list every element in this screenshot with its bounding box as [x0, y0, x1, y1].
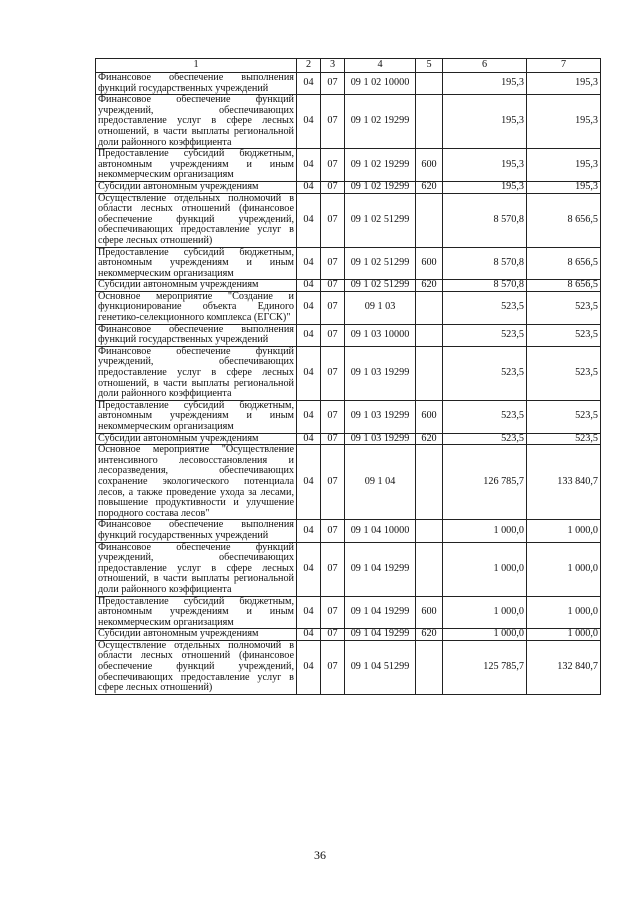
amount-col6-cell: 195,3 — [443, 73, 527, 95]
table-row — [96, 433, 601, 445]
table-row — [96, 629, 601, 641]
amount-col7-cell: 1 000,0 — [527, 629, 601, 641]
expense-type-cell — [416, 324, 443, 346]
subsection-code-cell: 07 — [321, 346, 345, 400]
item-name-cell: Осуществление отдельных полномочий в области лесных отношений (финансовое обеспечение функций учреждений, обеспечивающих предоставление услуг в сфере лесных отношений) — [96, 640, 297, 694]
subsection-code-cell: 07 — [321, 640, 345, 694]
item-name-cell: Финансовое обеспечение функций учреждений, обеспечивающих предоставление услуг в сфере лесных отношений, в части выплаты региональной доли районного коэффициента — [96, 542, 297, 596]
target-article-cell: 09 1 04 19299 — [345, 542, 416, 596]
table-row — [96, 520, 601, 542]
amount-col7-cell: 8 656,5 — [527, 193, 601, 247]
item-name-cell: Предоставление субсидий бюджетным, автономным учреждениям и иным некоммерческим организациям — [96, 596, 297, 629]
header-cell: 6 — [443, 59, 527, 73]
item-name-cell: Основное мероприятие "Создание и функционирование объекта Единого генетико-селекционного комплекса (ЕГСК)" — [96, 291, 297, 324]
expense-type-cell — [416, 640, 443, 694]
table-row — [96, 596, 601, 629]
amount-col6-cell: 125 785,7 — [443, 640, 527, 694]
item-name-cell: Финансовое обеспечение функций учреждений, обеспечивающих предоставление услуг в сфере лесных отношений, в части выплаты региональной доли районного коэффициента — [96, 95, 297, 149]
item-name-cell: Финансовое обеспечение выполнения функций государственных учреждений — [96, 324, 297, 346]
subsection-code-cell: 07 — [321, 400, 345, 433]
target-article-cell: 09 1 03 10000 — [345, 324, 416, 346]
target-article-cell: 09 1 02 19299 — [345, 149, 416, 182]
section-code-cell: 04 — [297, 95, 321, 149]
expense-type-cell — [416, 542, 443, 596]
subsection-code-cell: 07 — [321, 629, 345, 641]
item-name-cell: Финансовое обеспечение функций учреждений, обеспечивающих предоставление услуг в сфере лесных отношений, в части выплаты региональной доли районного коэффициента — [96, 346, 297, 400]
budget-table — [95, 58, 601, 695]
amount-col6-cell: 8 570,8 — [443, 247, 527, 280]
section-code-cell: 04 — [297, 542, 321, 596]
item-name-cell: Основное мероприятие "Осуществление интенсивного лесовосстановления и лесоразведения, обеспечивающих сохранение экологического потенциала лесов, а также проведение ухода за лесами, повышение продуктивности и улучшение породного состава лесов" — [96, 445, 297, 520]
table-row — [96, 542, 601, 596]
header-cell: 2 — [297, 59, 321, 73]
section-code-cell: 04 — [297, 324, 321, 346]
amount-col7-cell: 1 000,0 — [527, 520, 601, 542]
section-code-cell: 04 — [297, 433, 321, 445]
target-article-cell: 09 1 02 51299 — [345, 193, 416, 247]
amount-col6-cell: 8 570,8 — [443, 193, 527, 247]
header-cell: 7 — [527, 59, 601, 73]
amount-col7-cell: 8 656,5 — [527, 280, 601, 292]
section-code-cell: 04 — [297, 629, 321, 641]
amount-col7-cell: 195,3 — [527, 181, 601, 193]
target-article-cell: 09 1 03 19299 — [345, 346, 416, 400]
amount-col7-cell: 523,5 — [527, 433, 601, 445]
item-name-cell: Предоставление субсидий бюджетным, автономным учреждениям и иным некоммерческим организациям — [96, 247, 297, 280]
target-article-cell: 09 1 02 10000 — [345, 73, 416, 95]
header-cell: 5 — [416, 59, 443, 73]
amount-col6-cell: 195,3 — [443, 149, 527, 182]
section-code-cell: 04 — [297, 291, 321, 324]
expense-type-cell — [416, 95, 443, 149]
item-name-cell: Предоставление субсидий бюджетным, автономным учреждениям и иным некоммерческим организациям — [96, 400, 297, 433]
expense-type-cell — [416, 73, 443, 95]
amount-col6-cell: 1 000,0 — [443, 596, 527, 629]
amount-col6-cell: 523,5 — [443, 324, 527, 346]
amount-col6-cell: 523,5 — [443, 433, 527, 445]
item-name-cell: Субсидии автономным учреждениям — [96, 181, 297, 193]
expense-type-cell — [416, 291, 443, 324]
section-code-cell: 04 — [297, 181, 321, 193]
section-code-cell: 04 — [297, 596, 321, 629]
subsection-code-cell: 07 — [321, 95, 345, 149]
table-row — [96, 247, 601, 280]
amount-col7-cell: 523,5 — [527, 346, 601, 400]
section-code-cell: 04 — [297, 400, 321, 433]
amount-col7-cell: 1 000,0 — [527, 542, 601, 596]
section-code-cell: 04 — [297, 640, 321, 694]
expense-type-cell: 600 — [416, 149, 443, 182]
target-article-cell: 09 1 02 19299 — [345, 181, 416, 193]
item-name-cell: Финансовое обеспечение выполнения функций государственных учреждений — [96, 520, 297, 542]
section-code-cell: 04 — [297, 73, 321, 95]
item-name-cell: Предоставление субсидий бюджетным, автономным учреждениям и иным некоммерческим организациям — [96, 149, 297, 182]
table-row — [96, 291, 601, 324]
subsection-code-cell: 07 — [321, 445, 345, 520]
amount-col7-cell: 523,5 — [527, 324, 601, 346]
amount-col6-cell: 1 000,0 — [443, 629, 527, 641]
table-row — [96, 280, 601, 292]
section-code-cell: 04 — [297, 346, 321, 400]
table-row — [96, 73, 601, 95]
table-row — [96, 149, 601, 182]
subsection-code-cell: 07 — [321, 247, 345, 280]
page-number: 36 — [314, 848, 326, 862]
table-header-row — [96, 59, 601, 73]
item-name-cell: Осуществление отдельных полномочий в области лесных отношений (финансовое обеспечение функций учреждений, обеспечивающих предоставление услуг в сфере лесных отношений) — [96, 193, 297, 247]
table-row — [96, 346, 601, 400]
expense-type-cell: 620 — [416, 280, 443, 292]
header-cell: 1 — [96, 59, 297, 73]
amount-col7-cell: 195,3 — [527, 73, 601, 95]
expense-type-cell: 600 — [416, 247, 443, 280]
table-row — [96, 400, 601, 433]
table-row — [96, 324, 601, 346]
section-code-cell: 04 — [297, 445, 321, 520]
table-row — [96, 193, 601, 247]
expense-type-cell — [416, 520, 443, 542]
target-article-cell: 09 1 04 — [345, 445, 416, 520]
item-name-cell: Финансовое обеспечение выполнения функций государственных учреждений — [96, 73, 297, 95]
subsection-code-cell: 07 — [321, 542, 345, 596]
amount-col6-cell: 523,5 — [443, 291, 527, 324]
target-article-cell: 09 1 03 19299 — [345, 400, 416, 433]
table-body — [96, 73, 601, 695]
expense-type-cell: 620 — [416, 629, 443, 641]
target-article-cell: 09 1 02 51299 — [345, 280, 416, 292]
target-article-cell: 09 1 03 — [345, 291, 416, 324]
subsection-code-cell: 07 — [321, 324, 345, 346]
expense-type-cell — [416, 346, 443, 400]
expense-type-cell: 620 — [416, 433, 443, 445]
section-code-cell: 04 — [297, 149, 321, 182]
section-code-cell: 04 — [297, 520, 321, 542]
section-code-cell: 04 — [297, 193, 321, 247]
amount-col6-cell: 126 785,7 — [443, 445, 527, 520]
amount-col7-cell: 523,5 — [527, 400, 601, 433]
expense-type-cell — [416, 445, 443, 520]
subsection-code-cell: 07 — [321, 596, 345, 629]
expense-type-cell: 620 — [416, 181, 443, 193]
header-cell: 3 — [321, 59, 345, 73]
table-row — [96, 640, 601, 694]
subsection-code-cell: 07 — [321, 73, 345, 95]
table-row — [96, 181, 601, 193]
target-article-cell: 09 1 04 51299 — [345, 640, 416, 694]
amount-col6-cell: 523,5 — [443, 346, 527, 400]
amount-col7-cell: 1 000,0 — [527, 596, 601, 629]
amount-col7-cell: 133 840,7 — [527, 445, 601, 520]
subsection-code-cell: 07 — [321, 193, 345, 247]
subsection-code-cell: 07 — [321, 520, 345, 542]
target-article-cell: 09 1 02 51299 — [345, 247, 416, 280]
expense-type-cell: 600 — [416, 400, 443, 433]
item-name-cell: Субсидии автономным учреждениям — [96, 433, 297, 445]
amount-col6-cell: 523,5 — [443, 400, 527, 433]
amount-col6-cell: 1 000,0 — [443, 520, 527, 542]
amount-col6-cell: 8 570,8 — [443, 280, 527, 292]
target-article-cell: 09 1 04 19299 — [345, 596, 416, 629]
subsection-code-cell: 07 — [321, 280, 345, 292]
target-article-cell: 09 1 03 19299 — [345, 433, 416, 445]
table-row — [96, 95, 601, 149]
amount-col7-cell: 132 840,7 — [527, 640, 601, 694]
amount-col6-cell: 1 000,0 — [443, 542, 527, 596]
section-code-cell: 04 — [297, 247, 321, 280]
header-cell: 4 — [345, 59, 416, 73]
expense-type-cell: 600 — [416, 596, 443, 629]
target-article-cell: 09 1 04 10000 — [345, 520, 416, 542]
target-article-cell: 09 1 02 19299 — [345, 95, 416, 149]
subsection-code-cell: 07 — [321, 181, 345, 193]
amount-col7-cell: 195,3 — [527, 95, 601, 149]
target-article-cell: 09 1 04 19299 — [345, 629, 416, 641]
amount-col7-cell: 195,3 — [527, 149, 601, 182]
amount-col7-cell: 523,5 — [527, 291, 601, 324]
item-name-cell: Субсидии автономным учреждениям — [96, 629, 297, 641]
item-name-cell: Субсидии автономным учреждениям — [96, 280, 297, 292]
amount-col6-cell: 195,3 — [443, 95, 527, 149]
amount-col6-cell: 195,3 — [443, 181, 527, 193]
section-code-cell: 04 — [297, 280, 321, 292]
amount-col7-cell: 8 656,5 — [527, 247, 601, 280]
subsection-code-cell: 07 — [321, 291, 345, 324]
subsection-code-cell: 07 — [321, 433, 345, 445]
table-row — [96, 445, 601, 520]
expense-type-cell — [416, 193, 443, 247]
subsection-code-cell: 07 — [321, 149, 345, 182]
